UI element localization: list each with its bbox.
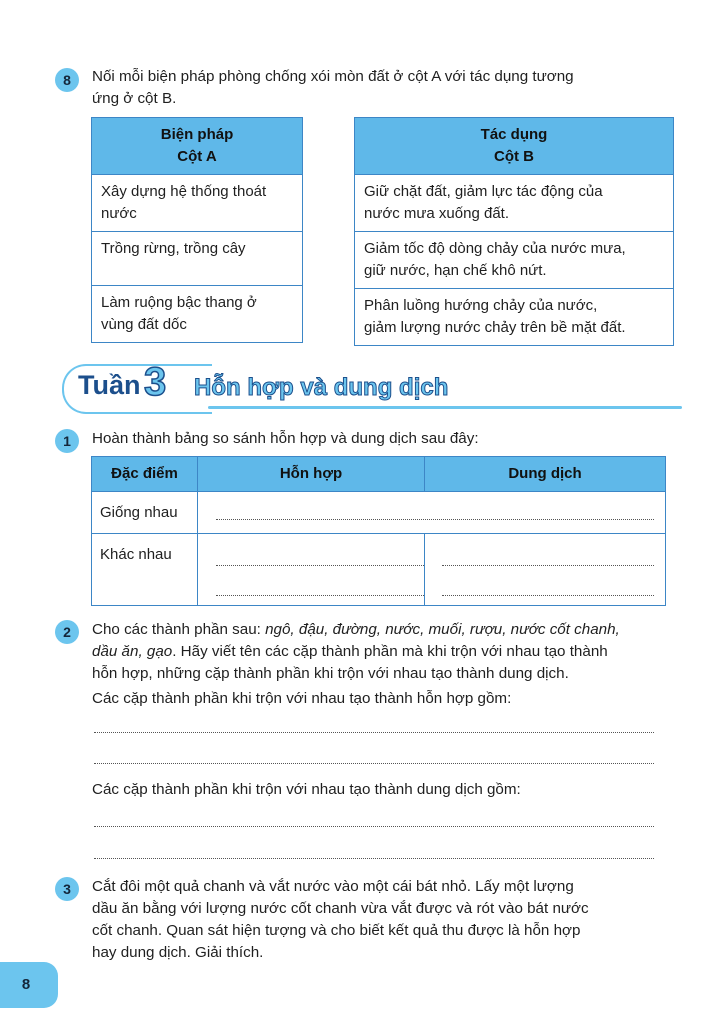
- column-b-table: [354, 117, 674, 346]
- question-line: [92, 641, 682, 663]
- week-label: Tuần: [78, 370, 141, 400]
- column-a-table: [91, 117, 303, 343]
- heading-underline: [208, 406, 682, 409]
- cell-line: Trồng rừng, trồng cây: [101, 240, 246, 257]
- column-a-cell: [92, 232, 303, 286]
- column-b-header: [355, 118, 674, 175]
- column-a-cell: [92, 286, 303, 343]
- cell-line: Giảm tốc độ dòng chảy của nước mưa,: [364, 240, 626, 257]
- question-line: ứng ở cột B.: [92, 90, 177, 107]
- column-b-cell: [355, 232, 674, 289]
- cell-line: nước mưa xuống đất.: [364, 205, 509, 222]
- mixture-prompt: Các cặp thành phần khi trộn với nhau tạo thành hỗn hợp gồm:: [92, 690, 512, 707]
- table-header: Hỗn hợp: [198, 457, 425, 492]
- question-number: 8: [55, 68, 79, 92]
- cell-line: Xây dựng hệ thống thoát: [101, 183, 267, 200]
- header-line: Cột A: [177, 148, 217, 165]
- answer-line[interactable]: [216, 565, 424, 566]
- question-text: [92, 66, 692, 110]
- cell-line: giảm lượng nước chảy trên bề mặt đất.: [364, 319, 626, 336]
- answer-line[interactable]: [442, 565, 654, 566]
- column-b-cell: [355, 289, 674, 346]
- question-line: hay dung dịch. Giải thích.: [92, 944, 264, 961]
- question-line: Nối mỗi biện pháp phòng chống xói mòn đất ở cột A với tác dụng tương: [92, 68, 574, 85]
- header-line: Tác dụng: [480, 126, 548, 143]
- cell-line: giữ nước, hạn chế khô nứt.: [364, 262, 547, 279]
- question-line: hỗn hợp, những cặp thành phần khi trộn với nhau tạo thành dung dịch.: [92, 665, 569, 682]
- header-line: Cột B: [494, 148, 534, 165]
- question-line: cốt chanh. Quan sát hiện tượng và cho biết kết quả thu được là hỗn hợp: [92, 922, 581, 939]
- italic-items: dầu ăn, gạo: [92, 643, 173, 660]
- solution-prompt: Các cặp thành phần khi trộn với nhau tạo thành dung dịch gồm:: [92, 781, 521, 798]
- cell-line: vùng đất dốc: [101, 316, 187, 333]
- row-label: Giống nhau: [92, 492, 198, 534]
- text-span: . Hãy viết tên các cặp thành phần mà khi trộn với nhau tạo thành: [172, 643, 608, 660]
- answer-line[interactable]: [442, 595, 654, 596]
- week-number: 3: [144, 360, 167, 404]
- answer-line[interactable]: [94, 763, 654, 764]
- chapter-title: Hỗn hợp và dung dịch: [194, 374, 449, 401]
- question-number: 1: [55, 429, 79, 453]
- question-number: 2: [55, 620, 79, 644]
- row-label: Khác nhau: [92, 534, 198, 606]
- cell-line: Phân luồng hướng chảy của nước,: [364, 297, 598, 314]
- question-line: dầu ăn bằng với lượng nước cốt chanh vừa vắt được và rót vào bát nước: [92, 900, 589, 917]
- cell-line: Giữ chặt đất, giảm lực tác động của: [364, 183, 603, 200]
- comparison-table: [91, 456, 666, 606]
- cell-line: Làm ruộng bậc thang ở: [101, 294, 257, 311]
- answer-cell[interactable]: [198, 492, 666, 534]
- page-number-tab: [0, 962, 58, 1008]
- question-number: 3: [55, 877, 79, 901]
- table-header: Dung dịch: [425, 457, 666, 492]
- italic-items: ngô, đậu, đường, nước, muối, rượu, nước cốt chanh,: [265, 621, 620, 638]
- table-header: Đặc điểm: [92, 457, 198, 492]
- answer-line[interactable]: [216, 519, 654, 520]
- question-text: [92, 619, 682, 685]
- question-line: Cắt đôi một quả chanh và vắt nước vào một cái bát nhỏ. Lấy một lượng: [92, 878, 574, 895]
- question-text: [92, 876, 682, 964]
- answer-line[interactable]: [94, 826, 654, 827]
- answer-line[interactable]: [94, 858, 654, 859]
- answer-line[interactable]: [216, 595, 424, 596]
- answer-line[interactable]: [94, 732, 654, 733]
- question-line: [92, 619, 682, 641]
- cell-line: nước: [101, 205, 137, 222]
- column-a-cell: [92, 175, 303, 232]
- column-a-header: [92, 118, 303, 175]
- header-line: Biện pháp: [160, 126, 234, 143]
- column-b-cell: [355, 175, 674, 232]
- question-text: Hoàn thành bảng so sánh hỗn hợp và dung dịch sau đây:: [92, 430, 479, 447]
- page-number: 8: [21, 976, 31, 993]
- text-span: Cho các thành phần sau:: [92, 621, 266, 638]
